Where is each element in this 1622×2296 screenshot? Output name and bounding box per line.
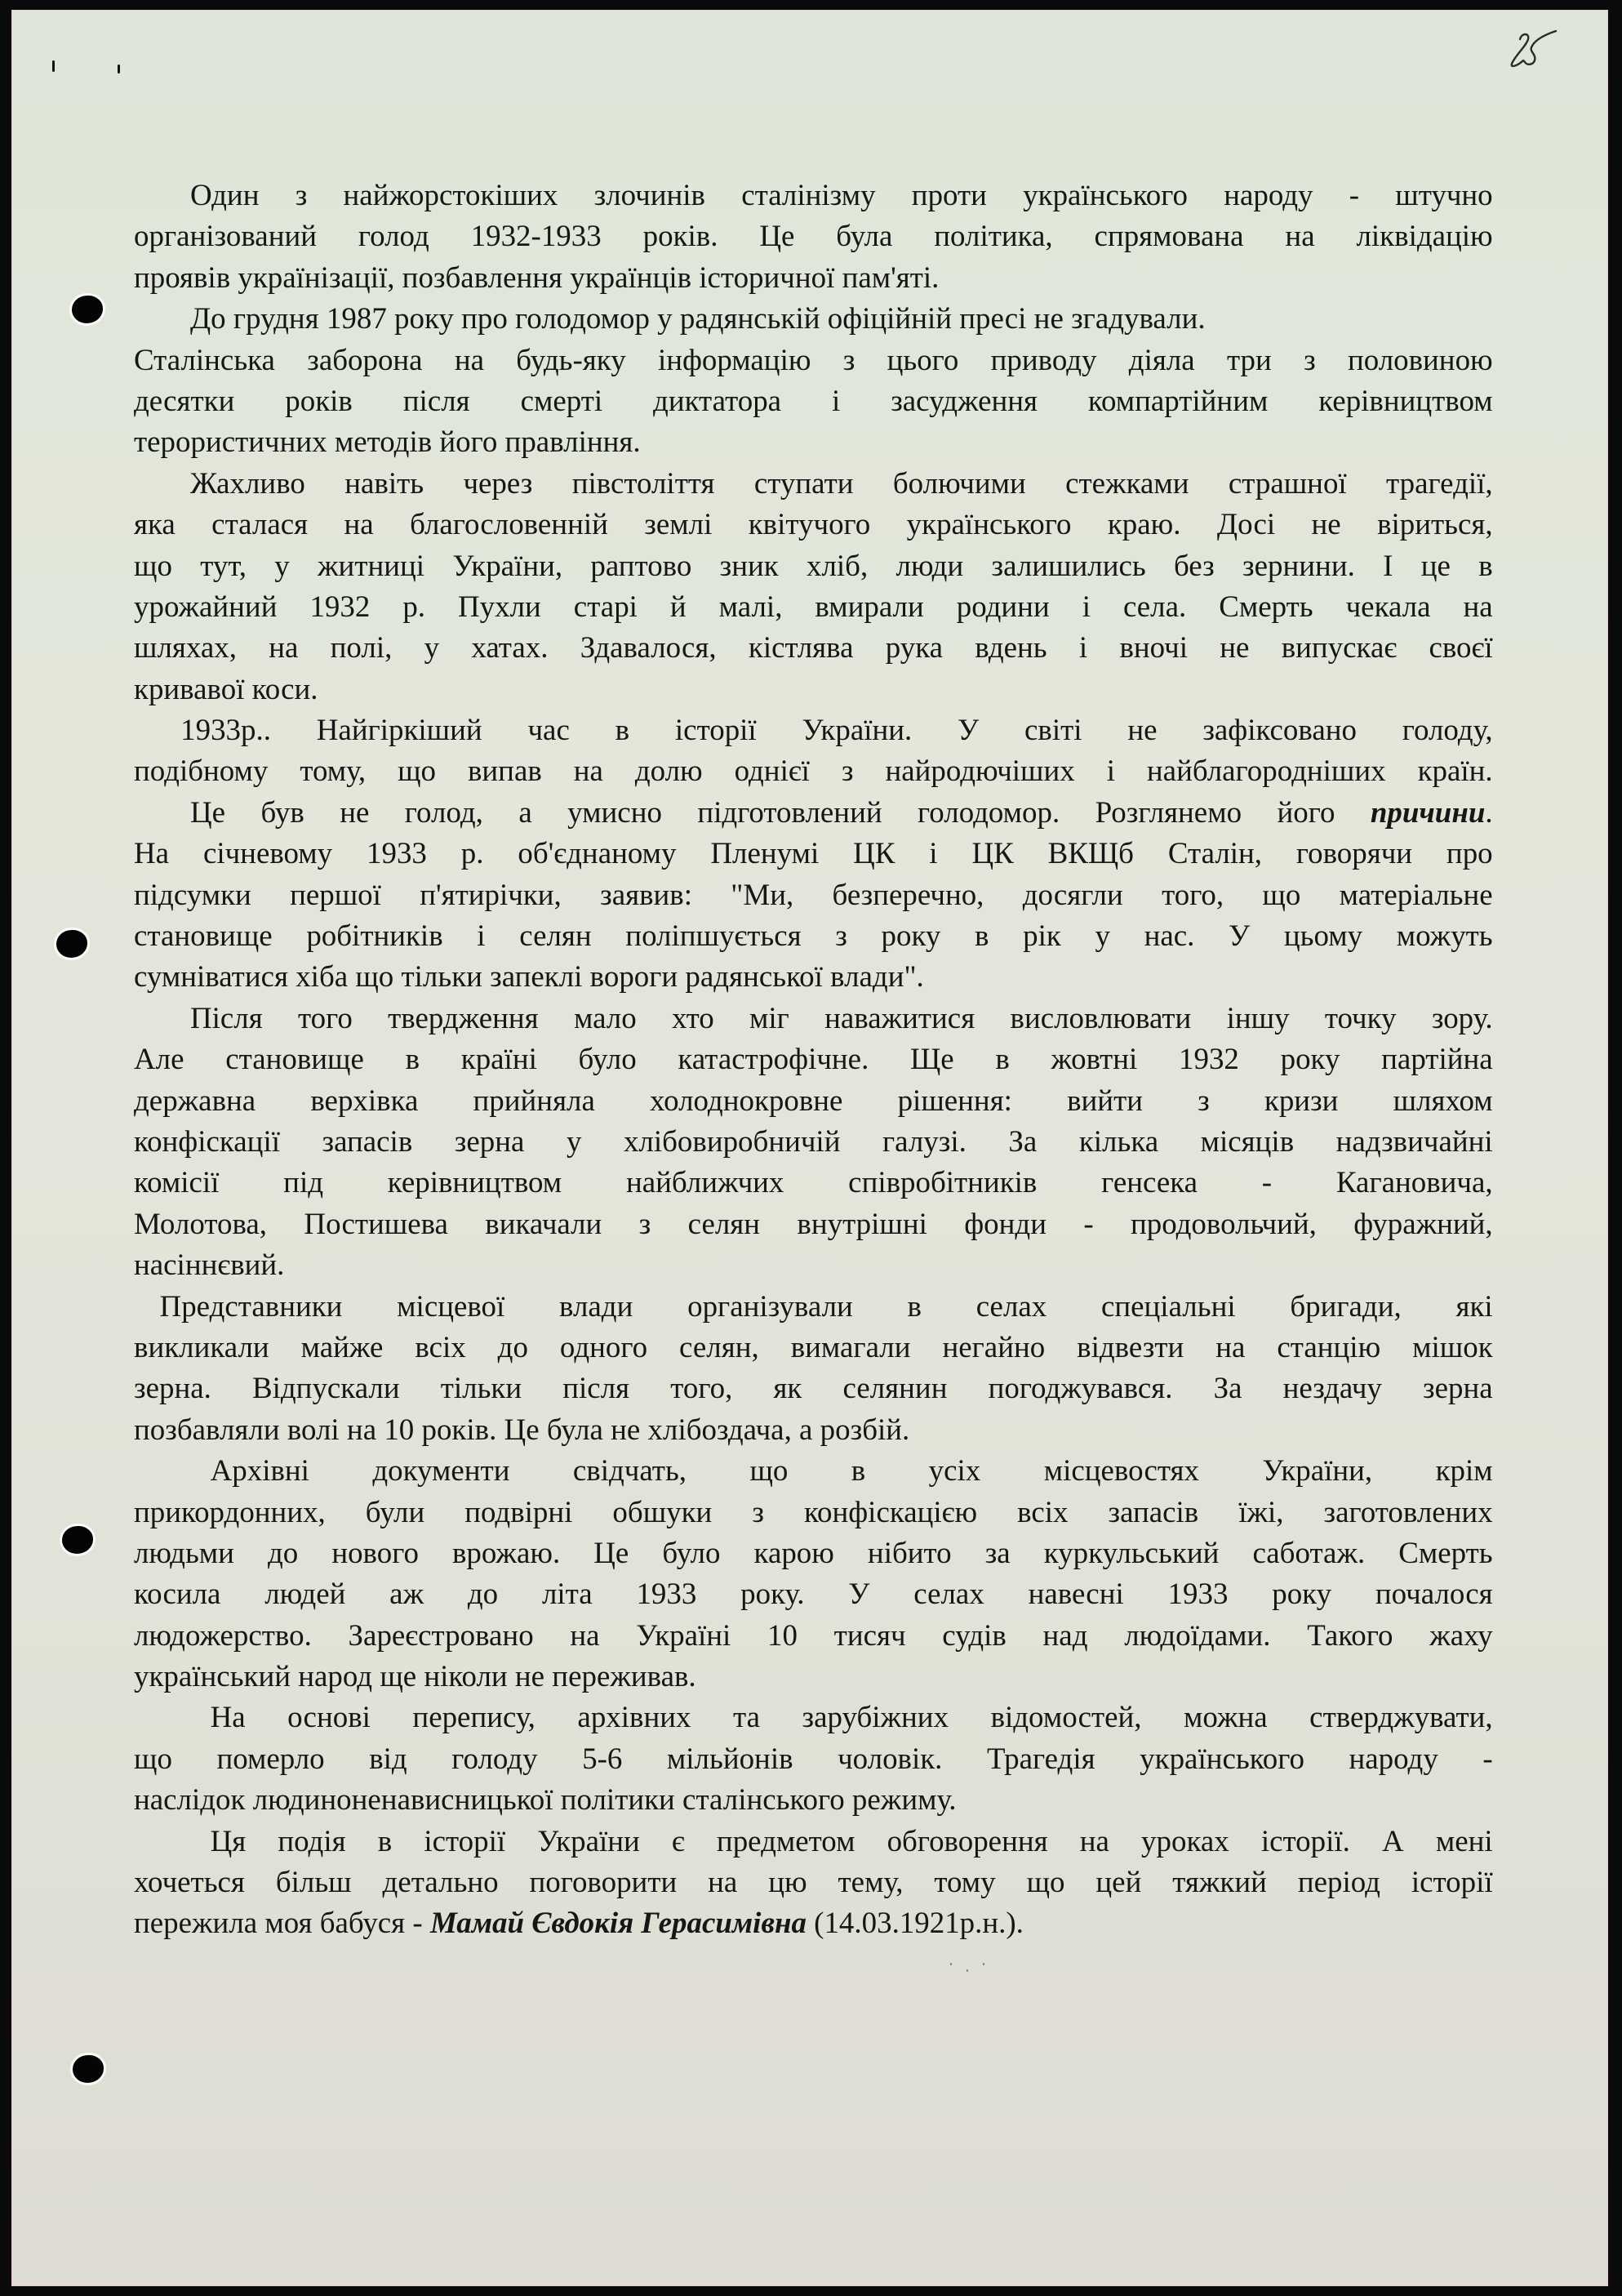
handwritten-page-number <box>1505 28 1562 77</box>
text-line: наслідок людиноненависницької політики сталінського режиму. <box>134 1783 957 1818</box>
text-line: становище робітників і селян поліпшується з року в рік у нас. У цьому можуть <box>134 919 1493 954</box>
paragraph <box>134 299 1513 464</box>
text-line: людожерство. Зареєстровано на Україні 10 тисяч судів над людоїдами. Такого жаху <box>134 1618 1493 1653</box>
text-run: Це був не голод, а умисно підготовлений голодомор. Розглянемо його <box>189 795 1371 830</box>
text-line: позбавляли волі на 10 років. Це була не хлібоздача, а розбій. <box>134 1413 910 1447</box>
paragraph <box>134 710 1513 793</box>
paragraph <box>134 464 1513 710</box>
text-line: зерна. Відпускали тільки після того, як селянин погоджувався. За нездачу зерна <box>134 1372 1493 1406</box>
paragraph <box>134 999 1513 1287</box>
punch-hole <box>62 1526 93 1554</box>
punch-hole <box>72 296 103 323</box>
text-line: прикордонних, були подвірні обшуки з конфіскацією всіх запасів їжі, заготовлених <box>134 1495 1493 1529</box>
text-line: державна верхівка прийняла холоднокровне рішення: вийти з кризи шляхом <box>134 1083 1493 1118</box>
text-line: Один з найжорстокіших злочинів сталінізму проти українського народу - штучно <box>189 179 1493 212</box>
text-line: Після того твердження мало хто міг наважитися висловлювати іншу точку зору. <box>189 1001 1493 1035</box>
text-line: викликали майже всіх до одного селян, вимагали негайно відвезти на станцію мішок <box>134 1330 1493 1364</box>
text-line: шляхах, на полі, у хатах. Здавалося, кістлява рука вдень і вночі не випускає своєї <box>134 631 1493 665</box>
text-run: пережила моя бабуся - <box>134 1907 430 1941</box>
scan-speck <box>983 1963 984 1965</box>
paragraph <box>134 176 1513 299</box>
scan-speck <box>967 1969 968 1972</box>
punch-hole <box>73 2055 104 2083</box>
text-line: яка сталася на благословенній землі квітучого українського краю. Досі не віриться, <box>134 508 1493 542</box>
text-line: проявів українізації, позбавлення українців історичної пам'яті. <box>134 260 940 295</box>
document-body <box>134 176 1513 1945</box>
text-line: що померло від голоду 5-6 мільйонів чоловік. Трагедія українського народу - <box>134 1742 1493 1776</box>
emphasis-causes: причини <box>1370 795 1486 830</box>
paragraph <box>134 1822 1513 1945</box>
text-line: комісії під керівництвом найближчих співробітників генсека - Кагановича, <box>134 1166 1493 1200</box>
text-line: підсумки першої п'ятирічки, заявив: "Ми, безперечно, досягли того, що матеріальне <box>134 878 1493 912</box>
text-line: Жахливо навіть через півстоліття ступати болючими стежками страшної трагедії, <box>189 466 1493 501</box>
scan-mark <box>52 60 55 72</box>
text-line: людьми до нового врожаю. Це було карою нібито за куркульський саботаж. Смерть <box>134 1536 1493 1570</box>
text-line: організований голод 1932-1933 років. Це була політика, спрямована на ліквідацію <box>134 220 1493 254</box>
text-line: десятки років після смерті диктатора і засудження компартійним керівництвом <box>134 384 1493 418</box>
text-line: терористичних методів його правління. <box>134 425 641 460</box>
text-line: На основі перепису, архівних та зарубіжних відомостей, можна стверджувати, <box>210 1701 1493 1735</box>
text-line: урожайний 1932 р. Пухли старі й малі, вмирали родини і села. Смерть чекала на <box>134 590 1493 624</box>
text-line: Але становище в країні було катастрофічне. Ще в жовтні 1932 року партійна <box>134 1043 1493 1077</box>
text-line: Ця подія в історії України є предметом обговорення на уроках історії. А мені <box>210 1824 1493 1858</box>
text-line: Сталінська заборона на будь-яку інформацію з цього приводу діяла три з половиною <box>134 343 1493 377</box>
scan-speck <box>950 1963 952 1965</box>
text-line: Молотова, Постишева викачали з селян внутрішні фонди - продовольчий, фуражний, <box>134 1207 1493 1241</box>
text-line: хочеться більш детально поговорити на цю тему, тому що цей тяжкий період історії <box>134 1866 1493 1900</box>
paragraph <box>134 1451 1513 1698</box>
text-line: насіннєвий. <box>134 1248 285 1283</box>
text-line: що тут, у житниці України, раптово зник хліб, люди залишились без зернини. І це в <box>134 549 1493 583</box>
text-line: 1933р.. Найгіркіший час в історії України. У світі не зафіксовано голоду, <box>180 714 1493 748</box>
text-line: Представники місцевої влади організували в селах спеціальні бригади, які <box>159 1289 1493 1324</box>
paragraph <box>134 1287 1513 1452</box>
text-run: (14.03.1921р.н.). <box>806 1907 1024 1941</box>
text-line <box>134 793 1493 834</box>
text-line: косила людей аж до літа 1933 року. У селах навесні 1933 року почалося <box>134 1577 1493 1612</box>
text-line: сумніватися хіба що тільки запеклі вороги радянської влади". <box>134 960 924 994</box>
text-line: Архівні документи свідчать, що в усіх місцевостях України, крім <box>210 1454 1493 1488</box>
scan-mark <box>118 65 120 73</box>
text-line <box>134 1903 1493 1944</box>
text-line: кривавої коси. <box>134 672 318 706</box>
text-line: український народ ще ніколи не переживав. <box>134 1660 696 1694</box>
paragraph <box>134 1698 1513 1821</box>
text-run: . <box>1485 795 1493 830</box>
text-line: конфіскації запасів зерна у хлібовиробничій галузі. За кілька місяців надзвичайні <box>134 1124 1493 1159</box>
emphasis-grandmother-name: Мамай Євдокія Герасимівна <box>429 1907 807 1941</box>
text-line: На січневому 1933 р. об'єднаному Пленумі ЦК і ЦК ВКЩб Сталін, говорячи про <box>134 837 1493 871</box>
text-line: До грудня 1987 року про голодомор у радянській офіційній пресі не згадували. <box>189 302 1206 336</box>
paragraph <box>134 793 1513 999</box>
document-page <box>11 10 1608 2286</box>
punch-hole <box>56 930 87 958</box>
text-line: подібному тому, що випав на долю однієї з найродючіших і найблагородніших країн. <box>134 754 1493 789</box>
